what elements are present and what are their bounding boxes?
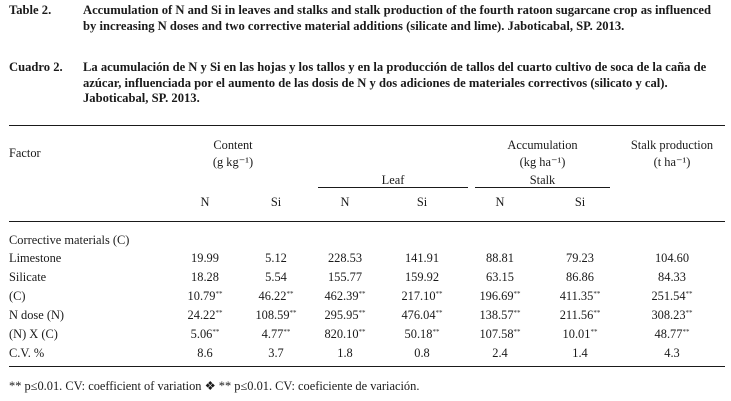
cell-value: 50.18 [404,327,433,341]
table-cell [236,251,316,265]
table-cell [165,270,245,284]
table-bottom-rule [9,366,725,367]
cell-value: 0.8 [414,346,430,360]
header-accumulation: Accumulation [507,138,578,152]
cell-value: 228.53 [327,251,363,265]
table-cell [460,289,540,303]
table-cell [632,270,712,284]
table-cell [236,289,316,303]
table-cell [236,308,316,322]
significance-marker: ** [590,328,598,336]
table-cell [236,327,316,341]
cell-value: 196.69 [479,289,514,303]
leaf-group-rule [318,187,468,188]
significance-marker: ** [358,309,366,317]
cell-value: 10.79 [187,289,216,303]
cell-value: 79.23 [566,251,594,265]
table-cell [165,289,245,303]
header-stalk-production: Stalk production [630,138,714,152]
significance-marker: ** [358,290,366,298]
table-cell [165,308,245,322]
cell-value: 3.7 [268,346,284,360]
table-cell [540,346,620,360]
subheader-leaf-n: N [340,195,350,209]
cell-value: 462.39 [324,289,359,303]
cell-value: 295.95 [324,308,359,322]
cell-value: 108.59 [255,308,290,322]
row-factor: Silicate [9,270,47,284]
cell-value: 141.91 [404,251,440,265]
subheader-content-si: Si [270,195,282,209]
cell-value: 159.92 [404,270,440,284]
cell-value: 5.12 [265,251,287,265]
table-cell [165,346,245,360]
table-cell [632,289,712,303]
significance-marker: ** [283,328,291,336]
cell-value: 1.8 [337,346,353,360]
header-leaf: Leaf [381,173,405,187]
caption-text-spanish: La acumulación de N y Si en las hojas y los tallos y en la producción de tallos del cuarto cultivo de soca de la caña de azúcar, influenciada por el aumento de las dosis de N y dos adiciones de materiales correctivos (silicato y cal). Jaboticabal, SP. 2013. [83,60,707,105]
significance-marker: ** [593,309,601,317]
significance-marker: ** [435,290,443,298]
table-cell [460,308,540,322]
table-cell [305,251,385,265]
table-cell [460,251,540,265]
cell-value: 10.01 [562,327,591,341]
cell-value: 411.35 [559,289,594,303]
subheader-stalk-si: Si [574,195,586,209]
table-cell [632,308,712,322]
header-stalk-production-unit: (t ha⁻¹) [653,155,691,169]
significance-marker: ** [685,309,693,317]
header-stalk: Stalk [529,173,556,187]
table-cell [382,308,462,322]
cell-value: 155.77 [327,270,363,284]
footnote: ** p≤0.01. CV: coefficient of variation ❖ ** p≤0.01. CV: coeficiente de variación. [9,379,420,393]
subheader-content-n: N [200,195,210,209]
significance-marker: ** [286,290,294,298]
significance-marker: ** [215,290,223,298]
table-cell [382,251,462,265]
significance-marker: ** [593,290,601,298]
table-cell [305,327,385,341]
table-cell [540,251,620,265]
cell-value: 86.86 [566,270,594,284]
cell-value: 18.28 [191,270,219,284]
table-cell [632,346,712,360]
row-factor: C.V. % [9,346,45,360]
table-cell [236,346,316,360]
cell-value: 217.10 [401,289,436,303]
table-cell [305,346,385,360]
header-bottom-rule [9,221,725,222]
table-cell [632,327,712,341]
table-cell [460,346,540,360]
cell-value: 5.06 [190,327,213,341]
cell-value: 48.77 [654,327,683,341]
table-cell [165,251,245,265]
table-cell [236,270,316,284]
significance-marker: ** [215,309,223,317]
cell-value: 84.33 [658,270,686,284]
significance-marker: ** [513,290,521,298]
table-cell [165,327,245,341]
significance-marker: ** [435,309,443,317]
significance-marker: ** [513,309,521,317]
cell-value: 308.23 [651,308,686,322]
significance-marker: ** [432,328,440,336]
table-cell [382,327,462,341]
table-cell [632,251,712,265]
table-cell [540,308,620,322]
subheader-leaf-si: Si [416,195,428,209]
caption-label-spanish: Cuadro 2. [9,60,63,74]
cell-value: 107.58 [479,327,514,341]
cell-value: 19.99 [191,251,219,265]
caption-text-english: Accumulation of N and Si in leaves and stalks and stalk production of the fourth ratoon sugarcane crop as influenced by increasing N doses and two corrective material additions (silicate and lime). Jaboticabal, SP. 2013. [83,3,712,33]
cell-value: 211.56 [559,308,594,322]
table-cell [305,289,385,303]
table-caption-spanish [9,60,724,107]
caption-label-english: Table 2. [9,3,52,17]
significance-marker: ** [682,328,690,336]
table-cell [540,270,620,284]
cell-value: 63.15 [486,270,514,284]
row-factor: N dose (N) [9,308,65,322]
cell-value: 138.57 [479,308,514,322]
table-cell [460,270,540,284]
table-cell [460,327,540,341]
table-cell [382,346,462,360]
table-caption-english [9,3,724,34]
significance-marker: ** [685,290,693,298]
cell-value: 8.6 [197,346,213,360]
table-cell [382,270,462,284]
row-factor: (C) [9,289,26,303]
cell-value: 88.81 [486,251,514,265]
cell-value: 24.22 [187,308,216,322]
row-factor: Limestone [9,251,62,265]
significance-marker: ** [289,309,297,317]
cell-value: 4.77 [261,327,284,341]
significance-marker: ** [212,328,220,336]
cell-value: 46.22 [258,289,287,303]
stalk-group-rule [475,187,610,188]
header-content: Content [213,138,253,152]
significance-marker: ** [358,328,366,336]
subheader-stalk-n: N [495,195,505,209]
significance-marker: ** [513,328,521,336]
cell-value: 5.54 [265,270,287,284]
table-cell [305,270,385,284]
table-cell [382,289,462,303]
cell-value: 476.04 [401,308,436,322]
row-factor: (N) X (C) [9,327,58,341]
header-factor: Factor [9,146,41,160]
header-accumulation-unit: (kg ha⁻¹) [519,155,566,169]
cell-value: 104.60 [654,251,690,265]
cell-value: 251.54 [651,289,686,303]
cell-value: 820.10 [324,327,359,341]
table-cell [540,327,620,341]
header-content-unit: (g kg⁻¹) [212,155,254,169]
section-label: Corrective materials (C) [9,233,130,247]
table-top-rule [9,125,725,126]
cell-value: 2.4 [492,346,508,360]
cell-value: 1.4 [572,346,588,360]
table-cell [305,308,385,322]
cell-value: 4.3 [664,346,680,360]
table-cell [540,289,620,303]
